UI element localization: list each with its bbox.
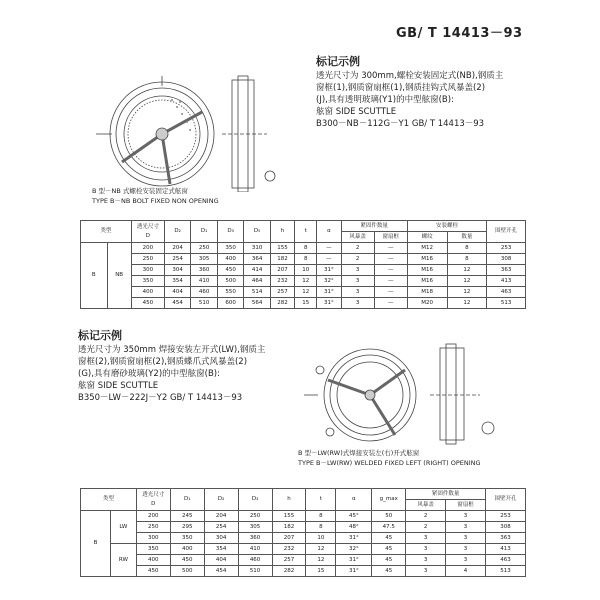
table-cell: 3 (406, 555, 446, 566)
table-cell: 404 (164, 287, 191, 298)
table-cell: 414 (244, 265, 271, 276)
marking-line: (J),具有透明玻璃(Y1)的中型舷窗(B): (316, 95, 454, 105)
table-cell: — (374, 254, 407, 265)
table-cell: 513 (487, 298, 526, 309)
type-cell: B (81, 243, 108, 309)
table-row (81, 276, 526, 287)
table-cell: 250 (131, 254, 164, 265)
header-hole: 围壁开孔 (487, 221, 526, 243)
table-cell: 45 (372, 544, 406, 555)
table-cell: 50 (372, 511, 406, 522)
table-cell: 2 (406, 522, 446, 533)
subtype-cell: LW (110, 511, 136, 544)
header-qty: 数量 (447, 232, 487, 243)
table-cell: 454 (204, 566, 238, 577)
table-cell: 360 (238, 533, 272, 544)
table-cell: 3 (341, 287, 374, 298)
table-cell: 410 (238, 544, 272, 555)
header-d1: D₁ (170, 489, 204, 511)
table-cell: 12 (295, 287, 317, 298)
table-cell: 295 (170, 522, 204, 533)
marking-title: 标记示例 (78, 329, 122, 342)
table-cell: 8 (306, 522, 336, 533)
header-h: h (272, 489, 306, 511)
table-cell: 48° (336, 522, 372, 533)
table-cell: M20 (407, 298, 447, 309)
table-cell: 305 (191, 254, 218, 265)
header-sash: 窗扇框 (374, 232, 407, 243)
table-cell: 32° (317, 276, 341, 287)
table-cell: 450 (217, 265, 244, 276)
header-d3: D₃ (217, 221, 244, 243)
table-cell: 310 (244, 243, 271, 254)
header-d2: D₂ (204, 489, 238, 511)
table-cell: 450 (131, 298, 164, 309)
table-row (81, 522, 526, 533)
table-cell: 304 (204, 533, 238, 544)
header-deadlight: 风暴盖 (406, 500, 446, 511)
table-cell: 31° (317, 287, 341, 298)
table-cell: 250 (191, 243, 218, 254)
marking-line: 透光尺寸为 350mm 焊接安装左开式(LW),钢质主 (78, 345, 266, 355)
table-cell: 155 (270, 243, 294, 254)
table-cell: M12 (407, 243, 447, 254)
table-cell: 3 (446, 544, 486, 555)
table-cell: 254 (204, 522, 238, 533)
table-cell: 47.5 (372, 522, 406, 533)
table-cell: 400 (136, 555, 170, 566)
table-cell: 3 (341, 298, 374, 309)
table-cell: 207 (272, 533, 306, 544)
table-cell: 250 (238, 511, 272, 522)
table-cell: 3 (406, 566, 446, 577)
table-cell: 8 (295, 243, 317, 254)
table-cell: 155 (272, 511, 306, 522)
header-size: 透光尺寸 D (136, 489, 170, 511)
subtype-cell: RW (110, 544, 136, 577)
table-cell: 463 (486, 555, 526, 566)
header-deadlight: 风暴盖 (341, 232, 374, 243)
header-thread: 螺纹 (407, 232, 447, 243)
table-cell: 3 (406, 533, 446, 544)
figure1-caption-en: TYPE B－NB BOLT FIXED NON OPENING (92, 197, 219, 205)
table-cell: 300 (131, 265, 164, 276)
table-cell: — (317, 243, 341, 254)
table-cell: 2 (341, 243, 374, 254)
table-cell: 413 (486, 544, 526, 555)
table-cell: 254 (164, 254, 191, 265)
table-cell: 45 (372, 533, 406, 544)
table-cell: 257 (270, 287, 294, 298)
header-type: 类型 (81, 489, 137, 511)
table-row (81, 544, 526, 555)
table-cell: 360 (191, 265, 218, 276)
marking-line: 透光尺寸为 300mm,螺栓安装固定式(NB),钢质主 (316, 71, 504, 81)
table-cell: 460 (191, 287, 218, 298)
header-t: t (306, 489, 336, 511)
marking-line: B350－LW－222J－Y2 GB/ T 14413－93 (78, 393, 243, 403)
table-row (81, 243, 526, 254)
table-cell: 12 (306, 555, 336, 566)
table-cell: — (374, 265, 407, 276)
table-cell: 363 (486, 533, 526, 544)
table-cell: 10 (306, 533, 336, 544)
table-cell: 564 (244, 298, 271, 309)
table-cell: 3 (341, 265, 374, 276)
table-cell: 510 (238, 566, 272, 577)
table-cell: M16 (407, 276, 447, 287)
table-cell: 31° (336, 533, 372, 544)
table-cell: 400 (131, 287, 164, 298)
table-cell: 354 (164, 276, 191, 287)
table-cell: 15 (306, 566, 336, 577)
table-cell: 454 (164, 298, 191, 309)
table-cell: 32° (336, 544, 372, 555)
table-cell: 500 (170, 566, 204, 577)
table-cell: 514 (244, 287, 271, 298)
header-h: h (270, 221, 294, 243)
table-cell: 182 (270, 254, 294, 265)
header-sash: 窗扇框 (446, 500, 486, 511)
sidescuttle-nb-drawing (92, 72, 302, 192)
table-cell: 450 (170, 555, 204, 566)
table-cell: M16 (407, 254, 447, 265)
table-cell: 31° (336, 555, 372, 566)
table-cell: M18 (407, 287, 447, 298)
table-cell: 31° (336, 566, 372, 577)
table-cell: 3 (341, 276, 374, 287)
table-cell: 308 (486, 522, 526, 533)
header-t: t (295, 221, 317, 243)
header-d2: D₂ (164, 221, 191, 243)
table-cell: 305 (238, 522, 272, 533)
table-cell: 200 (136, 511, 170, 522)
table-cell: 350 (136, 544, 170, 555)
header-gmax: g_max (372, 489, 406, 511)
marking-line: 窗框(1),钢质窗扇框(1),钢质挂钩式风暴盖(2) (316, 83, 486, 93)
table-cell: 2 (341, 254, 374, 265)
spec-table-nb (80, 220, 526, 309)
table-cell: M16 (407, 265, 447, 276)
header-size: 透光尺寸 D (131, 221, 164, 243)
table-cell: 45 (372, 566, 406, 577)
table-cell: 253 (486, 511, 526, 522)
table-cell: 204 (164, 243, 191, 254)
table-cell: 257 (272, 555, 306, 566)
table-cell: 8 (295, 254, 317, 265)
table-row (81, 254, 526, 265)
table-cell: — (374, 276, 407, 287)
figure1-caption-cn: B 型－NB 式螺栓安装固定式舷窗 (92, 187, 188, 195)
table-cell: 3 (446, 533, 486, 544)
table-cell: 31° (317, 298, 341, 309)
table-cell: 12 (447, 287, 487, 298)
table-cell: 282 (270, 298, 294, 309)
marking-title: 标记示例 (316, 55, 360, 68)
header-d5: D₅ (244, 221, 271, 243)
marking-line: 舷窗 SIDE SCUTTLE (316, 107, 397, 117)
table-cell: 12 (447, 265, 487, 276)
table-cell: 232 (272, 544, 306, 555)
table-row (81, 511, 526, 522)
table-row (81, 265, 526, 276)
spec-table-lw (80, 488, 526, 577)
table-cell: 513 (486, 566, 526, 577)
table-cell: 354 (204, 544, 238, 555)
table-cell: 350 (170, 533, 204, 544)
table-cell: 182 (272, 522, 306, 533)
table-cell: 450 (136, 566, 170, 577)
table-cell: 2 (406, 511, 446, 522)
table-cell: 410 (191, 276, 218, 287)
table-cell: 3 (446, 522, 486, 533)
table-cell: — (374, 287, 407, 298)
table-cell: 253 (487, 243, 526, 254)
type-cell: B (81, 511, 111, 577)
table-cell: 232 (270, 276, 294, 287)
table-cell: 464 (244, 276, 271, 287)
table-cell: 350 (217, 243, 244, 254)
table-row (81, 287, 526, 298)
table-cell: 308 (487, 254, 526, 265)
table-cell: — (374, 243, 407, 254)
table-cell: 300 (136, 533, 170, 544)
table-row (81, 555, 526, 566)
table-cell: 8 (447, 254, 487, 265)
table-cell: 4 (446, 566, 486, 577)
standard-number: GB/ T 14413－93 (396, 26, 523, 41)
table-row (81, 566, 526, 577)
table-cell: 45° (336, 511, 372, 522)
header-fasteners: 紧固件数量 (406, 489, 486, 500)
figure2-caption-cn: B 型－LW(RW)式焊接安装左(右)开式舷窗 (298, 449, 420, 457)
subtype-cell: NB (107, 243, 131, 309)
table-cell: 510 (191, 298, 218, 309)
table-cell: 45 (372, 555, 406, 566)
table-cell: 363 (487, 265, 526, 276)
table-cell: 10 (295, 265, 317, 276)
table-row (81, 533, 526, 544)
table-cell: 600 (217, 298, 244, 309)
table-cell: 8 (447, 243, 487, 254)
table-cell: 15 (295, 298, 317, 309)
table-cell: 304 (164, 265, 191, 276)
marking-example-1 (316, 56, 586, 130)
table-cell: 460 (238, 555, 272, 566)
header-hole: 围壁开孔 (486, 489, 526, 511)
table-cell: 3 (446, 511, 486, 522)
header-d3: D₃ (238, 489, 272, 511)
table-cell: 3 (446, 555, 486, 566)
table-cell: 12 (295, 276, 317, 287)
table-cell: 12 (306, 544, 336, 555)
marking-line: 窗框(2),钢质窗扇框(2),钢质蝶爪式风暴盖(2) (78, 357, 248, 367)
table-cell: 12 (447, 298, 487, 309)
table-cell: 400 (170, 544, 204, 555)
figure2-caption-en: TYPE B－LW(RW) WELDED FIXED LEFT (RIGHT) OPENING (298, 459, 481, 467)
table-cell: 364 (244, 254, 271, 265)
header-alpha: α (317, 221, 341, 243)
table-cell: 463 (487, 287, 526, 298)
table-cell: 200 (131, 243, 164, 254)
table-cell: 3 (406, 544, 446, 555)
table-cell: — (374, 298, 407, 309)
table-cell: 204 (204, 511, 238, 522)
table-cell: 282 (272, 566, 306, 577)
table-cell: 12 (447, 276, 487, 287)
figure2-caption (298, 448, 481, 468)
header-d1: D₁ (191, 221, 218, 243)
table-cell: 245 (170, 511, 204, 522)
table-cell: 400 (217, 254, 244, 265)
marking-line: (G),具有磨砂玻璃(Y2)的中型舷窗(B): (78, 369, 220, 379)
header-type: 类型 (81, 221, 132, 243)
header-alpha: α (336, 489, 372, 511)
table-cell: 250 (136, 522, 170, 533)
table-cell: — (317, 254, 341, 265)
figure1-caption (92, 186, 219, 206)
marking-line: B300－NB－112G－Y1 GB/ T 14413－93 (316, 119, 485, 129)
table-cell: 413 (487, 276, 526, 287)
table-cell: 31° (317, 265, 341, 276)
header-bolts: 安装螺栓 (407, 221, 487, 232)
sidescuttle-lw-drawing (300, 340, 520, 450)
marking-line: 舷窗 SIDE SCUTTLE (78, 381, 159, 391)
table-cell: 404 (204, 555, 238, 566)
table-cell: 550 (217, 287, 244, 298)
table-row (81, 298, 526, 309)
marking-example-2 (78, 330, 318, 404)
header-fasteners: 紧固件数量 (341, 221, 407, 232)
table-cell: 8 (306, 511, 336, 522)
table-cell: 500 (217, 276, 244, 287)
table-cell: 350 (131, 276, 164, 287)
table-cell: 207 (270, 265, 294, 276)
